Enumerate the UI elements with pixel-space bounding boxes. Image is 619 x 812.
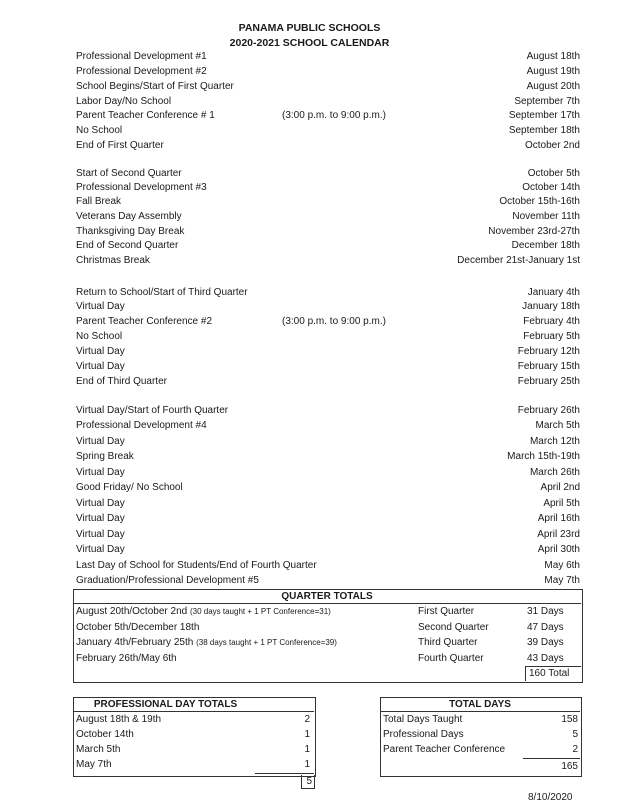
event-label: Start of Second Quarter (76, 168, 182, 179)
event-date: February 25th (517, 376, 580, 387)
event-label: End of Third Quarter (76, 376, 167, 387)
professional-day-label: May 7th (76, 759, 112, 770)
professional-day-label: March 5th (76, 744, 121, 755)
calendar-row (76, 110, 580, 125)
total-days-value: 158 (561, 714, 578, 725)
total-days-grand-total: 165 (561, 761, 578, 772)
event-label: Labor Day/No School (76, 96, 172, 107)
calendar-row (76, 182, 580, 197)
event-time-note: (3:00 p.m. to 9:00 p.m.) (282, 110, 386, 121)
event-date: December 18th (511, 240, 580, 251)
event-date: April 23rd (537, 529, 580, 540)
calendar-row (76, 125, 580, 140)
event-label: Good Friday/ No School (76, 482, 183, 493)
calendar-row (76, 81, 580, 96)
quarter-days: 31 Days (527, 606, 564, 617)
event-label: Virtual Day (76, 529, 125, 540)
professional-day-totals-title: PROFESSIONAL DAY TOTALS (93, 699, 238, 710)
event-label: Thanksgiving Day Break (76, 226, 185, 237)
event-label: End of First Quarter (76, 140, 164, 151)
calendar-row (76, 51, 580, 66)
event-label: Virtual Day/Start of Fourth Quarter (76, 405, 229, 416)
event-date: February 15th (517, 361, 580, 372)
calendar-row (76, 211, 580, 226)
school-name: PANAMA PUBLIC SCHOOLS (238, 22, 381, 34)
calendar-row (76, 405, 580, 420)
event-label: Professional Development #3 (76, 182, 207, 193)
event-label: Spring Break (76, 451, 134, 462)
quarter-range: August 20th/October 2nd (30 days taught + 1 PT Conference=31) (76, 606, 331, 617)
event-label: Parent Teacher Conference #2 (76, 316, 213, 327)
quarter-total-divider (525, 666, 581, 667)
quarter-totals-title: QUARTER TOTALS (281, 591, 373, 602)
calendar-row (76, 255, 580, 270)
event-date: May 7th (544, 575, 580, 586)
event-label: No School (76, 331, 123, 342)
event-date: August 20th (526, 81, 580, 92)
quarter-name: Second Quarter (418, 622, 489, 633)
event-date: April 16th (537, 513, 580, 524)
professional-day-label: August 18th & 19th (76, 714, 162, 725)
total-days-label: Parent Teacher Conference (383, 744, 506, 755)
event-date: March 12th (529, 436, 580, 447)
total-days-value: 2 (572, 744, 578, 755)
total-days-sum-line (523, 758, 580, 759)
event-date: September 7th (514, 96, 580, 107)
event-label: Veterans Day Assembly (76, 211, 182, 222)
quarter-totals-divider (73, 603, 581, 604)
event-time-note: (3:00 p.m. to 9:00 p.m.) (282, 316, 386, 327)
professional-day-value: 1 (304, 759, 310, 770)
event-label: Virtual Day (76, 346, 125, 357)
quarter-range: October 5th/December 18th (76, 622, 200, 633)
event-date: January 18th (522, 301, 580, 312)
quarter-days: 47 Days (527, 622, 564, 633)
calendar-row (76, 140, 580, 155)
total-days-label: Professional Days (383, 729, 464, 740)
event-date: December 21st-January 1st (457, 255, 580, 266)
event-date: October 5th (527, 168, 580, 179)
event-label: Virtual Day (76, 467, 125, 478)
calendar-row (76, 168, 580, 183)
event-label: Virtual Day (76, 436, 125, 447)
event-date: September 17th (508, 110, 580, 121)
quarter-grand-total: 160 Total (529, 668, 570, 679)
event-date: February 4th (523, 316, 580, 327)
calendar-row (76, 498, 580, 513)
total-days-value: 5 (572, 729, 578, 740)
event-date: April 2nd (540, 482, 580, 493)
professional-day-divider (73, 711, 314, 712)
total-days-title: TOTAL DAYS (449, 699, 511, 710)
event-date: April 5th (543, 498, 580, 509)
event-date: January 4th (527, 287, 580, 298)
professional-day-value: 1 (304, 744, 310, 755)
calendar-row (76, 467, 580, 482)
event-label: End of Second Quarter (76, 240, 179, 251)
event-date: March 26th (529, 467, 580, 478)
calendar-row (76, 575, 580, 590)
calendar-row (76, 346, 580, 361)
quarter-total-cell-border (525, 666, 526, 681)
quarter-range: February 26th/May 6th (76, 653, 177, 664)
event-label: Fall Break (76, 196, 122, 207)
event-date: April 30th (537, 544, 580, 555)
calendar-row (76, 451, 580, 466)
event-label: Last Day of School for Students/End of Fourth Quarter (76, 560, 317, 571)
calendar-row (76, 96, 580, 111)
event-label: No School (76, 125, 123, 136)
event-date: August 19th (526, 66, 580, 77)
calendar-row (76, 513, 580, 528)
calendar-row (76, 287, 580, 302)
quarter-name: Third Quarter (418, 637, 478, 648)
event-date: February 5th (523, 331, 580, 342)
calendar-row (76, 66, 580, 81)
professional-day-sum-line (255, 773, 314, 774)
professional-day-grand-total: 5 (306, 776, 312, 787)
professional-day-value: 2 (304, 714, 310, 725)
quarter-name: Fourth Quarter (418, 653, 484, 664)
event-date: February 26th (517, 405, 580, 416)
calendar-row (76, 560, 580, 575)
calendar-row (76, 301, 580, 316)
event-label: Virtual Day (76, 544, 125, 555)
professional-day-value: 1 (304, 729, 310, 740)
professional-day-label: October 14th (76, 729, 134, 740)
event-date: March 15th-19th (507, 451, 580, 462)
event-date: March 5th (535, 420, 580, 431)
calendar-title: 2020-2021 SCHOOL CALENDAR (229, 37, 390, 49)
total-days-divider (380, 711, 580, 712)
event-label: Return to School/Start of Third Quarter (76, 287, 248, 298)
calendar-row (76, 529, 580, 544)
event-date: May 6th (544, 560, 580, 571)
calendar-row (76, 226, 580, 241)
event-label: Parent Teacher Conference # 1 (76, 110, 215, 121)
quarter-days: 43 Days (527, 653, 564, 664)
event-date: August 18th (526, 51, 580, 62)
quarter-days: 39 Days (527, 637, 564, 648)
quarter-name: First Quarter (418, 606, 475, 617)
revision-date: 8/10/2020 (528, 792, 573, 803)
event-label: Professional Development #1 (76, 51, 207, 62)
event-label: Virtual Day (76, 498, 125, 509)
calendar-row (76, 544, 580, 559)
event-label: Virtual Day (76, 361, 125, 372)
calendar-row (76, 436, 580, 451)
calendar-row (76, 240, 580, 255)
event-date: November 11th (512, 211, 580, 222)
calendar-row (76, 376, 580, 391)
calendar-row (76, 420, 580, 435)
calendar-row (76, 196, 580, 211)
calendar-row (76, 361, 580, 376)
event-date: February 12th (517, 346, 580, 357)
event-label: Professional Development #2 (76, 66, 207, 77)
event-label: Graduation/Professional Development #5 (76, 575, 259, 586)
total-days-label: Total Days Taught (383, 714, 463, 725)
event-date: November 23rd-27th (488, 226, 580, 237)
event-label: School Begins/Start of First Quarter (76, 81, 234, 92)
calendar-row (76, 331, 580, 346)
event-date: October 14th (522, 182, 580, 193)
event-date: October 15th-16th (499, 196, 580, 207)
event-label: Virtual Day (76, 301, 125, 312)
quarter-range: January 4th/February 25th (38 days taught + 1 PT Conference=39) (76, 637, 337, 648)
event-date: October 2nd (524, 140, 580, 151)
calendar-row (76, 316, 580, 331)
calendar-row (76, 482, 580, 497)
event-label: Virtual Day (76, 513, 125, 524)
event-label: Christmas Break (76, 255, 150, 266)
event-date: September 18th (508, 125, 580, 136)
event-label: Professional Development #4 (76, 420, 207, 431)
